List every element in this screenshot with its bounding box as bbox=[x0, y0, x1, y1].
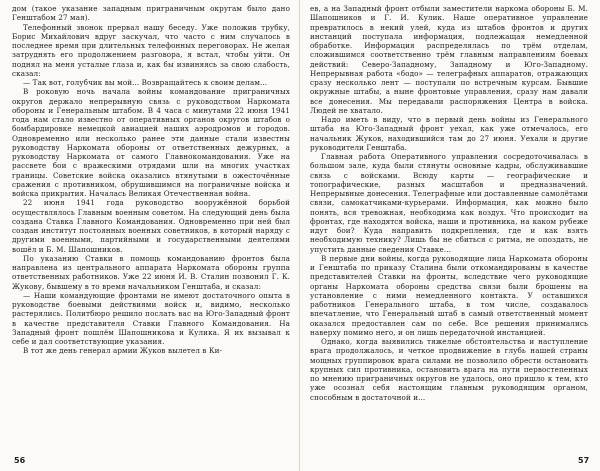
left-paragraph-6: По указанию Ставки в помощь командованию фронтов была направлена из центрального аппарата Наркомата обороны группа ответственных работников. Уже 22 июня И. В. Сталин позвонил Г. К. Жукову, бывшему в то время начальником Генштаба, и сказал: bbox=[12, 253, 290, 291]
left-paragraph-8: В тот же день генерал армии Жуков вылетел в Ки- bbox=[23, 346, 223, 356]
left-paragraph-7: — Наши командующие фронтами не имеют достаточного опыта в руководстве боевыми действиями войск и, видимо, несколько растерялись. Политбюро решило послать вас на Юго-Западный фронт в качестве представителя Ставки Главного Командования. На Западный фронт пошлём Шапошникова и Кулика. Я их вызывал к себе и дал соответствующие указания. bbox=[12, 290, 290, 346]
left-paragraph-4: В роковую ночь начала войны командование приграничных округов держало непрерывную связь с руководством Наркомата обороны и Генеральным штабом. В 4 часа с минутами 22 июня 1941 года нам стало известно от оперативных органов округов штабов о бомбардировке немецкой авиацией наших аэродромов и городов. Одновременно или несколько ранее эти данные стали известны руководству Наркомата обороны от ответственных дежурных, а руководству Наркомата от самого Главнокомандования. Уже на рассвете бои с вражескими отрядами шли на многих участках границы. Советские войска оказались втянутыми в ожесточённые сражения с противником, обрушившимся на пограничные войска и войска прикрытия. Началась Великая Отечественная война. bbox=[12, 87, 290, 198]
left-page-number: 56 bbox=[14, 456, 26, 465]
right-page bbox=[310, 4, 588, 454]
right-page-number: 57 bbox=[578, 456, 590, 465]
left-paragraph-1: дом (такое указание западным приграничным округам было дано Генштабом 27 мая). bbox=[12, 4, 290, 23]
right-paragraph-4: В первые дни войны, когда руководящие лица Наркомата обороны и Генштаба по приказу Сталина были откомандированы в качестве представителей Ставки на фронты, вследствие чего руководящие органы Наркомата обороны средства связи были брошены на установление с ними немедленного контакта. У оставшихся работников Генерального штаба, в том числе, создавалось впечатление, что Генеральный штаб в самый ответственный момент оказался предоставлен сам по себе. Все решения принимались наверху помимо него, и он лишь передаточной инстанцией. bbox=[310, 253, 588, 337]
right-paragraph-2: Надо иметь в виду, что в первый день войны из Генерального штаба на Юго-Западный фронт уехал, как уже отмечалось, его начальник Жуков, находившийся там до 27 июня. Уехали и другие руководители Генштаба. bbox=[310, 115, 588, 152]
left-paragraph-2: Телефонный звонок прервал нашу беседу. Уже положив трубку, Борис Михайлович вдруг заскучал, что часто с ним случалось в последнее время при длительных телефонных переговорах. Не желая затруднять его продолжением разговора, я встал, чтобы уйти. Он поднял на меня усталые глаза и, как бы извиняясь за свою слабость, сказал: bbox=[12, 22, 290, 78]
left-paragraph-3: — Так вот, голубчик вы мой... Возвращайтесь к своим делам... bbox=[23, 78, 268, 87]
page-gutter bbox=[299, 0, 300, 471]
right-paragraph-5: Однако, когда выявились тяжелые обстоятельства и наступление врага продолжалось, и четкое продвижение в глубь нашей страны мощных группировок врага силами не позволило обрести остановить крупных сил противника, остановить врага на пути первостепенных по мнению приграничных округов не удалось, оно пришло к тем, кто уже осознал себя настоящим главным руководящим органом, способным в достаточной и... bbox=[310, 337, 588, 402]
left-paragraph-5: 22 июня 1941 года руководство вооружённой борьбой осуществлялось Главным военным советом. На следующий день была создана Ставка Главного Командования. Одновременно при ней был создан институт постоянных военных советников, в который наряду с другими военными, партийными и государственными деятелями вошёл и Б. М. Шапошников. bbox=[12, 198, 290, 254]
right-paragraph-1: ев, а на Западный фронт отбыли заместители наркома обороны Б. М. Шапошников и Г. И. Кулик. Наше оперативное управление превратилось в некий улей, куда из штабов фронтов и других инстанций поступала информация, подлежащая немедленной обработке. Информация распределялась по трём отделам, сложившимся соответственно трём главным направлениям боевых действий: Северо-Западному, Западному и Юго-Западному. Непрерывная работа «бодо» — телеграфных аппаратов, отражающих сразу несколько лент — поступали по встречным курсам. Бывшие окружные штабы, а ныне фронтовые управления, сразу нам давали все донесения. Мы передавали распоряжения Центра в войска. Людей не хватало. bbox=[310, 4, 588, 115]
left-page bbox=[12, 4, 290, 454]
right-paragraph-3: Главная работа Оперативного управления сосредоточивалась в большом зале, куда были стянуты основные кадры, обслуживавшие связь с войсками. Всюду карты — географические и топографические, разных масштабов и предназначений. Непрерывные донесения. Телеграфные или доставленные самолётами связи, самокатчиками-курьерами. Информация, как можно было понять, вся тревожная, необходима как воздух. Что происходит на фронтах, где находятся войска, наши и противника, на каком рубеже идут бои? Куда направить подкрепления, где и как взять необходимую технику? Лишь бы не сбиться с ритма, не опоздать, не упустить данные сведения Ставке... bbox=[310, 152, 588, 254]
